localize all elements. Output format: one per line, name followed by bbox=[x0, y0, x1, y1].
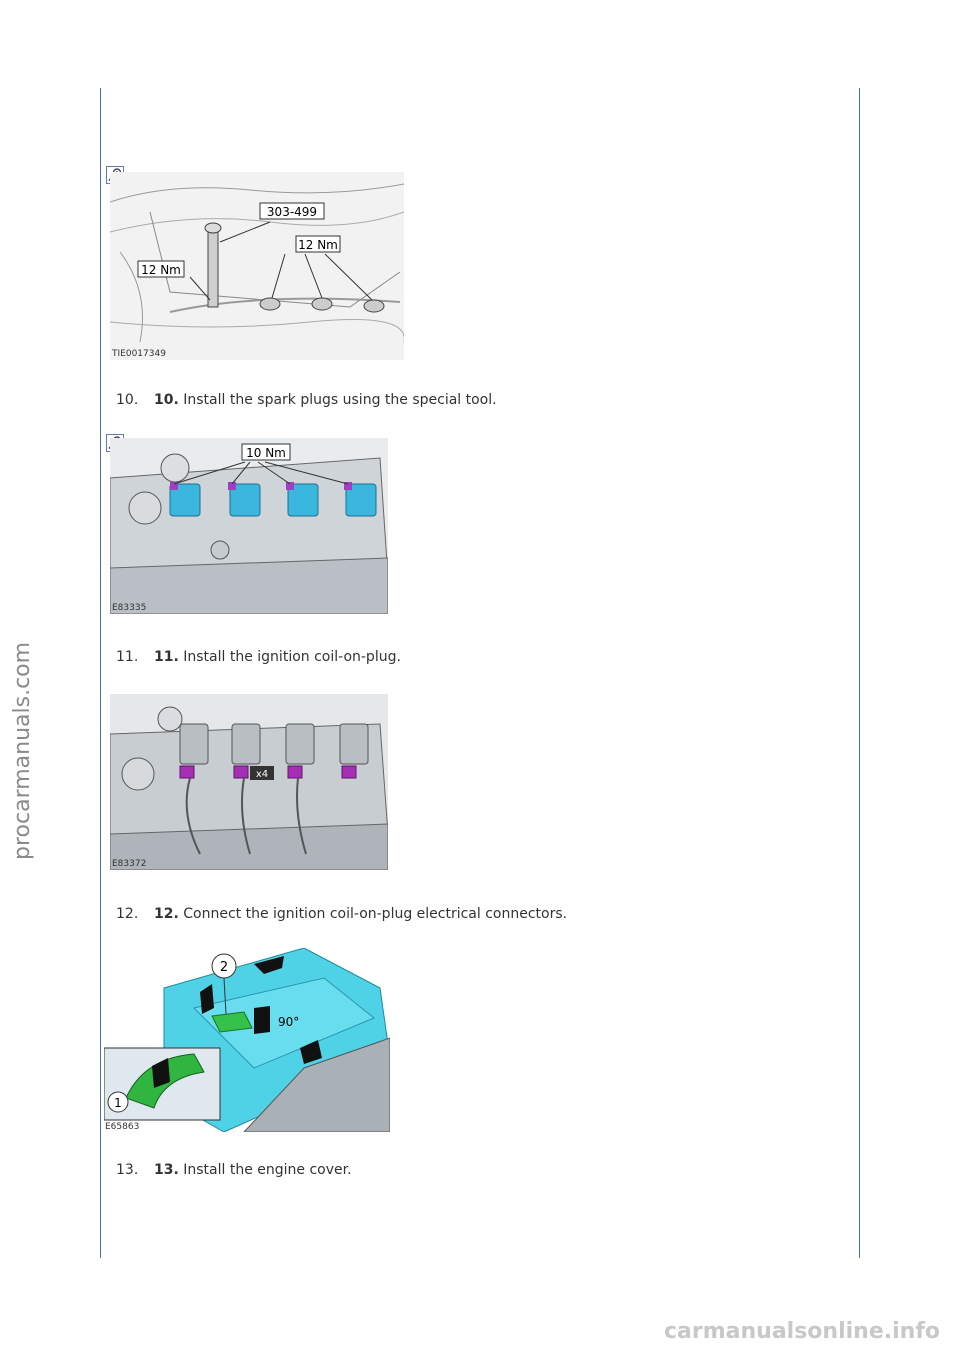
step-number: 12. bbox=[116, 906, 139, 922]
right-margin-rule bbox=[859, 88, 860, 1258]
figure-spark-plugs bbox=[110, 172, 404, 360]
step-text: Install the spark plugs using the special tool. bbox=[183, 392, 497, 408]
callout-torque-left: 12 Nm bbox=[141, 263, 181, 277]
step-number: 11. bbox=[116, 649, 139, 665]
callout-tool-number: 303-499 bbox=[266, 205, 318, 219]
step-12 bbox=[116, 906, 567, 922]
step-text: Connect the ignition coil-on-plug electrical connectors. bbox=[183, 906, 568, 922]
figure-code: TIE0017349 bbox=[112, 349, 166, 359]
step-11 bbox=[116, 649, 401, 665]
callout-quantity: x4 bbox=[255, 769, 269, 780]
step-number: 10. bbox=[116, 392, 139, 408]
callout-two: 2 bbox=[219, 960, 229, 975]
step-13 bbox=[116, 1162, 352, 1178]
step-bold-number: 10. bbox=[154, 392, 179, 408]
figure-coil-on-plug bbox=[110, 438, 388, 614]
bottom-watermark: carmanualsonline.info bbox=[664, 1319, 940, 1344]
callout-angle: 90° bbox=[278, 1015, 300, 1029]
side-watermark: procarmanuals.com bbox=[10, 641, 35, 860]
figure-code: E65863 bbox=[105, 1122, 140, 1132]
step-number: 13. bbox=[116, 1162, 139, 1178]
step-bold-number: 13. bbox=[154, 1162, 179, 1178]
step-text: Install the ignition coil-on-plug. bbox=[183, 649, 401, 665]
step-10 bbox=[116, 392, 497, 408]
step-bold-number: 11. bbox=[154, 649, 179, 665]
callout-one: 1 bbox=[114, 1096, 122, 1110]
figure-code: E83372 bbox=[112, 859, 147, 869]
step-text: Install the engine cover. bbox=[183, 1162, 352, 1178]
figure-code: E83335 bbox=[112, 603, 147, 613]
figure-electrical-connectors bbox=[110, 694, 388, 870]
callout-torque-right: 12 Nm bbox=[298, 238, 338, 252]
left-margin-rule bbox=[100, 88, 101, 1258]
step-bold-number: 12. bbox=[154, 906, 179, 922]
callout-torque: 10 Nm bbox=[246, 446, 286, 460]
figure-engine-cover bbox=[104, 948, 390, 1132]
